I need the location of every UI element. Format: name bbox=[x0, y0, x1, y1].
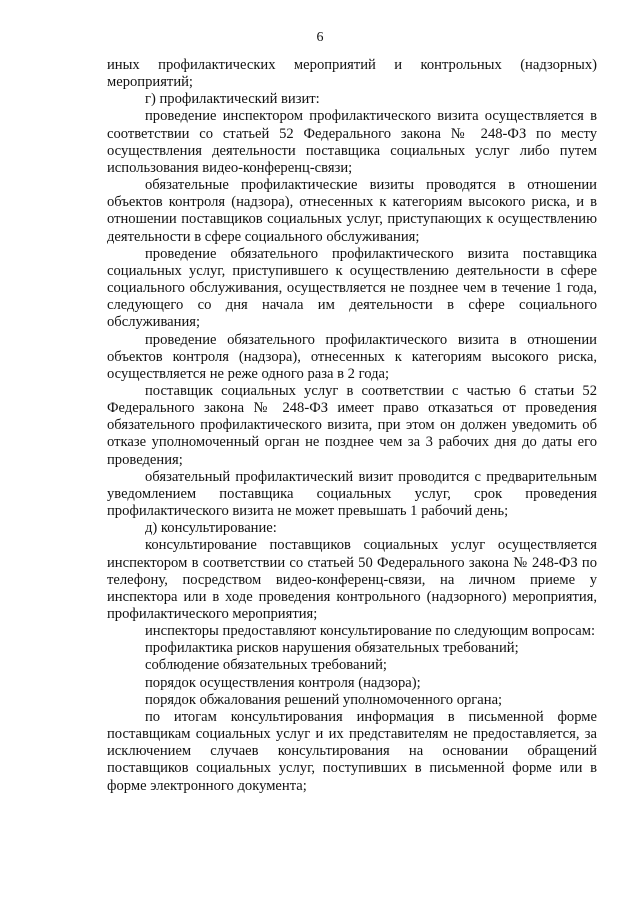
paragraph: инспекторы предоставляют консультирование по следующим вопросам: bbox=[145, 623, 596, 640]
document-body bbox=[107, 57, 597, 795]
paragraph: обязательный профилактический визит проводится с предварительным уведомлением поставщика социальных услуг, срок проведения профилактического визита не может превышать 1 рабочий день; bbox=[107, 468, 597, 520]
paragraph: проведение обязательного профилактического визита в отношении объектов контроля (надзора), отнесенных к категориям высокого риска, осуществляется не реже одного раза в 2 года; bbox=[107, 331, 597, 382]
paragraph: проведение инспектором профилактического визита осуществляется в соответствии со статьей 52 Федерального закона № 248-ФЗ по месту осуществления деятельности поставщика социальных услуг либо путем использования видео-конференц-связи; bbox=[107, 108, 597, 176]
paragraph: поставщик социальных услуг в соответствии с частью 6 статьи 52 Федерального закона № 248-ФЗ имеет право отказаться от проведения обязательного профилактического визита, при этом он должен уведомить об отказе уполномоченный орган не позднее чем за 3 рабочих дня до даты его проведения; bbox=[107, 382, 597, 468]
section-heading-d: д) консультирование: bbox=[145, 520, 277, 537]
paragraph: проведение обязательного профилактического визита поставщика социальных услуг, приступившего к осуществлению деятельности в сфере социального обслуживания, осуществляется не позднее чем в течение 1 года, следующего со дня начала им деятельности в сфере социального обслуживания; bbox=[107, 245, 597, 331]
section-heading-g: г) профилактический визит: bbox=[145, 91, 320, 108]
page-number: 6 bbox=[316, 30, 324, 45]
list-item: порядок обжалования решений уполномоченного органа; bbox=[145, 691, 503, 708]
paragraph: по итогам консультирования информация в письменной форме поставщикам социальных услуг и их представителям не предоставляется, за исключением случаев консультирования на основании обращений поставщиков социальных услуг, поступивших в письменной форме или в форме электронного документа; bbox=[107, 708, 597, 794]
paragraph-continuation: иных профилактических мероприятий и контрольных (надзорных) мероприятий; bbox=[107, 57, 597, 91]
paragraph: обязательные профилактические визиты проводятся в отношении объектов контроля (надзора), отнесенных к категориям высокого риска, и в отношении поставщиков социальных услуг, приступающих к осуществлению деятельности в сфере социального обслуживания; bbox=[107, 177, 597, 245]
list-item: соблюдение обязательных требований; bbox=[145, 657, 387, 674]
list-item: порядок осуществления контроля (надзора); bbox=[145, 674, 421, 691]
list-item: профилактика рисков нарушения обязательных требований; bbox=[145, 640, 519, 657]
paragraph: консультирование поставщиков социальных услуг осуществляется инспектором в соответствии со статьей 50 Федерального закона № 248-ФЗ по телефону, посредством видео-конференц-связи, на личном приеме у инспектора или в ходе проведения контрольного (надзорного) мероприятия, профилактического мероприятия; bbox=[107, 537, 597, 622]
